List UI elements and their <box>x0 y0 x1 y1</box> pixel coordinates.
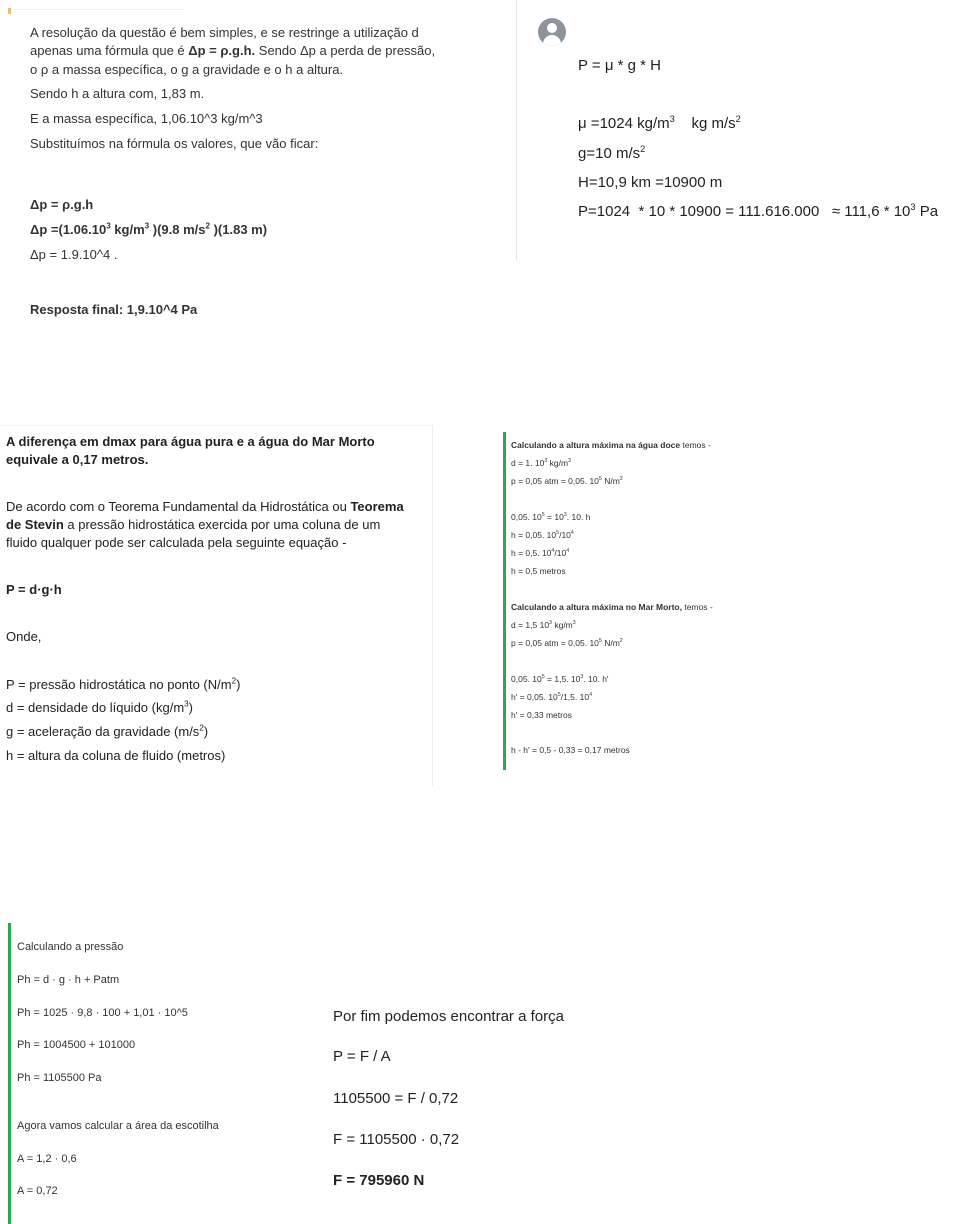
force-intro: Por fim podemos encontrar a força <box>333 1008 564 1025</box>
result-line: Δp = 1.9.10^4 . <box>30 247 118 262</box>
force-substituted: 1105500 = F / 0,72 <box>333 1090 459 1107</box>
final-answer: Resposta final: 1,9.10^4 Pa <box>30 302 198 317</box>
user-icon <box>547 23 557 33</box>
formula-line: Δp = ρ.g.h <box>30 197 94 212</box>
p-result-line: $P=1024 * 10 * 10900 = 111.616.000 \approx 111,6 * 10^3$ Pa <box>578 202 939 220</box>
dead-sea-pressure: p = 0,05 atm = 0,05. $10^5$ $N/m^2$ <box>511 638 623 648</box>
force-formula: P = F / A <box>333 1048 391 1065</box>
ph-formula: Ph = d · g · h + Patm <box>17 974 120 986</box>
formula-inline: Δp = ρ.g.h. <box>188 43 256 58</box>
area-result: A = 0,72 <box>17 1185 58 1197</box>
area-formula: A = 1,2 · 0,6 <box>17 1153 77 1165</box>
answer-3 <box>0 425 433 786</box>
fresh-density: d = 1. $10^3$ $kg/m^3$ <box>511 458 571 468</box>
pressure-heading: Calculando a pressão <box>17 941 124 953</box>
para-line-1: De acordo com o Teorema Fundamental da Hidrostática ou Teorema <box>6 499 404 514</box>
dead-sea-heading: Calculando a altura máxima no Mar Morto, temos - <box>511 602 713 612</box>
height-line: Sendo h a altura com, 1,83 m. <box>30 86 205 101</box>
definition-d: d = densidade do líquido $(kg/m^3)$ <box>6 699 193 715</box>
fresh-h-step-2: h = 0,5. $10^4/10^4$ <box>511 548 570 558</box>
substituted-line: $\Delta p =(1.06.10^3$ $kg/m^3$ )(9.8 $m/s^2$ )(1.83 m) <box>30 221 268 237</box>
force-rearranged: F = 1105500 · 0,72 <box>333 1131 460 1148</box>
mu-line: μ =1024 $kg/m^3$ kg $m/s^2$ <box>578 114 741 132</box>
avatar[interactable] <box>538 18 566 46</box>
para-line-2: de Stevin a pressão hidrostática exercida por uma coluna de um <box>6 517 381 532</box>
ph-result: Ph = 1105500 Pa <box>17 1072 102 1084</box>
force-result: F = 795960 N <box>333 1172 425 1189</box>
onde-label: Onde, <box>6 629 42 644</box>
heading-line-1: A diferença em dmax para água pura e a água do Mar Morto <box>6 434 375 449</box>
dead-sea-density: d = 1,5 $10^3$ $kg/m^3$ <box>511 620 576 630</box>
fresh-equation: 0,05. $10^5 = 10^3$. 10. h <box>511 512 591 522</box>
area-heading: Agora vamos calcular a área da escotilha <box>17 1120 219 1132</box>
g-line: g=10 $m/s^2$ <box>578 144 646 162</box>
column-divider <box>516 0 517 260</box>
definition-h: h = altura da coluna de fluido (metros) <box>6 748 226 763</box>
fresh-pressure: p = 0,05 atm = 0,05. $10^5$ $N/m^2$ <box>511 476 623 486</box>
ph-substituted: Ph = 1025 · 9,8 · 100 + 1,01 · 10^5 <box>17 1007 188 1019</box>
ph-sum: Ph = 1004500 + 101000 <box>17 1039 136 1051</box>
heading-line-2: equivale a 0,17 metros. <box>6 452 149 467</box>
h-line: H=10,9 km =10900 m <box>578 174 723 191</box>
dead-sea-equation: 0,05. $10^5 = 1,5$. $10^3$. 10. h' <box>511 674 609 684</box>
formula-line: P = μ * g * H <box>578 57 661 74</box>
substitute-line: Substituímos na fórmula os valores, que vão ficar: <box>30 136 319 151</box>
intro-line-2: apenas uma fórmula que é Δp = ρ.g.h. Sendo Δp a perda de pressão, <box>30 43 436 58</box>
fresh-heading: Calculando a altura máxima na água doce temos - <box>511 440 711 450</box>
marker-dot <box>8 8 11 14</box>
definition-g: g = aceleração da gravidade $(m/s^2)$ <box>6 723 209 739</box>
equation: P = d·g·h <box>6 582 62 597</box>
definition-p: P = pressão hidrostática no ponto $(N/m^2)$ <box>6 676 241 692</box>
fresh-h-step-1: h = 0,05. $10^5/10^4$ <box>511 530 574 540</box>
accent-bar <box>503 432 506 770</box>
intro-line-3: o ρ a massa específica, o g a gravidade e o h a altura. <box>30 62 344 77</box>
difference-line: h - h' = 0,5 - 0,33 = 0,17 metros <box>511 745 630 755</box>
intro-line-1: A resolução da questão é bem simples, e se restringe a utilização d <box>30 25 419 40</box>
dead-sea-h-step: h' = 0,05. $10^5/1,5$. $10^4$ <box>511 692 592 702</box>
density-line: E a massa específica, 1,06.10^3 kg/m^3 <box>30 111 263 126</box>
dead-sea-result: h' = 0,33 metros <box>511 710 572 720</box>
answer-1 <box>0 0 515 330</box>
accent-bar <box>8 923 11 1224</box>
para-line-3: fluido qualquer pode ser calculada pela seguinte equação - <box>6 535 347 550</box>
divider-line <box>14 9 184 10</box>
fresh-result: h = 0,5 metros <box>511 566 566 576</box>
